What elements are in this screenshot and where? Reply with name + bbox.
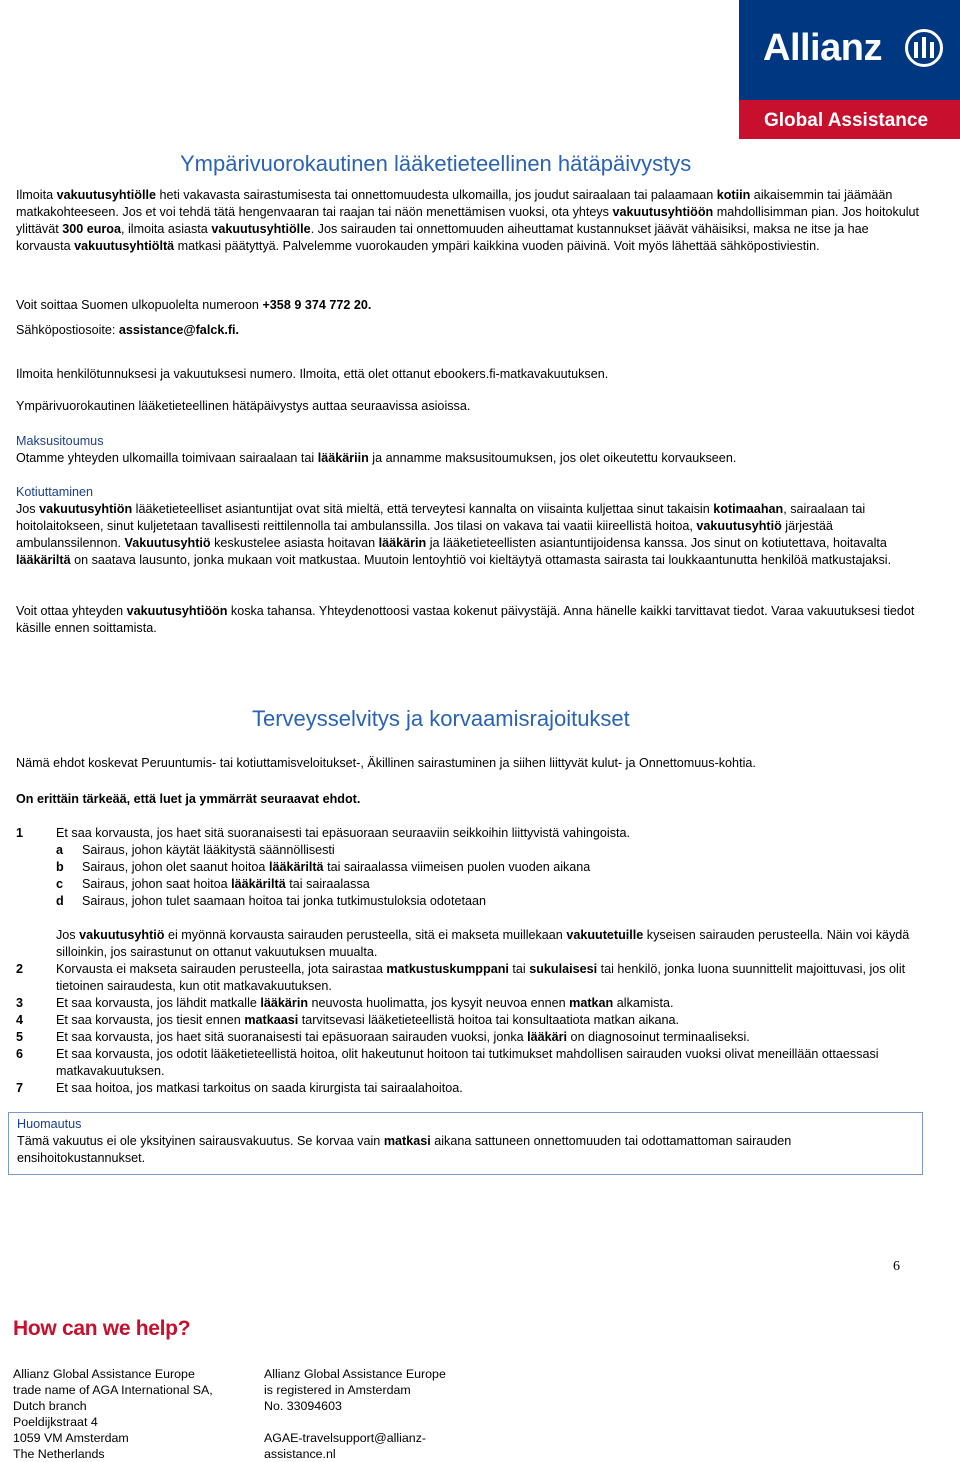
phone-line (16, 297, 921, 314)
logo-subbrand-text: Global Assistance (764, 110, 929, 131)
text-run: järjestää ambulanssilennon. (16, 519, 833, 550)
sub-item-text (82, 893, 486, 910)
bold-term: +358 9 374 772 20. (262, 298, 372, 312)
list-item-number: 7 (16, 1081, 24, 1095)
sub-item-letter: c (56, 877, 64, 891)
bold-term: sukulaisesi (529, 962, 598, 976)
text-run: neuvosta huolimatta, jos kysyit neuvoa ennen (308, 996, 570, 1010)
bold-term: matkustuskumppani (386, 962, 509, 976)
text-run: matkasi päätyttyä. Palvelemme vuorokauden ympäri kaikkina vuoden päivinä. Voit myös lähettää sähköpostiviestin. (174, 239, 820, 253)
bold-term: vakuutusyhtiö (696, 519, 782, 533)
logo-brand-text: Allianz (763, 27, 882, 69)
text-run: Ilmoita (16, 188, 57, 202)
important-line: On erittäin tärkeää, että luet ja ymmärrät seuraavat ehdot. (16, 792, 361, 806)
text-run: Jos (16, 502, 40, 516)
text-run: tai sairaalassa viimeisen puolen vuoden aikana (323, 860, 591, 874)
maksusitoumus-heading: Maksusitoumus (16, 434, 104, 448)
footer-email-link-cont[interactable]: assistance.nl (264, 1447, 336, 1461)
footer-left-line: Dutch branch (13, 1399, 87, 1413)
footer-right-line: is registered in Amsterdam (264, 1383, 411, 1397)
note-heading: Huomautus (17, 1117, 82, 1131)
text-run: Otamme yhteyden ulkomailla toimivaan sairaalaan tai (16, 451, 318, 465)
text-run: Sairaus, johon olet saanut hoitoa (82, 860, 269, 874)
list-item-text (56, 1029, 916, 1046)
sub-item-text (82, 842, 335, 859)
list-item-text: Et saa korvausta, jos haet sitä suoranaisesti tai epäsuoraan seuraaviin seikkoihin liittyvistä vahingoista. (56, 826, 631, 840)
text-run: Sähköpostiosoite: (16, 323, 119, 337)
text-run: Sairaus, johon saat hoitoa (82, 877, 232, 891)
text-run: , ilmoita asiasta (121, 222, 212, 236)
bold-term: kotimaahan (713, 502, 784, 516)
page-number: 6 (893, 1259, 900, 1274)
section-title-emergency: Ympärivuorokautinen lääketieteellinen hätäpäivystys (180, 151, 692, 176)
text-run: Voit soittaa Suomen ulkopuolelta numeroon (16, 298, 263, 312)
sub-item-letter: b (56, 860, 64, 874)
bold-term: Vakuutusyhtiö (124, 536, 211, 550)
note-box (8, 1112, 923, 1175)
allianz-eagle-icon (904, 28, 944, 68)
text-run: mahdollisimman pian. Jos hoitokulut ylittävät (16, 205, 920, 236)
footer-left-line: Poeldijkstraat 4 (13, 1415, 98, 1429)
footer-left-line: Allianz Global Assistance Europe (13, 1367, 195, 1381)
health-intro: Nämä ehdot koskevat Peruuntumis- tai kotiuttamisveloitukset-, Äkillinen sairastuminen ja siihen liittyvät kulut- ja Onnettomuus-kohtia. (16, 756, 756, 770)
bold-term: lääkäriltä (268, 860, 324, 874)
text-run: Et saa korvausta, jos odotit lääketieteellistä hoitoa, olit hakeutunut hoitoon tai tutkimukset mahdollisen sairauden vuoksi olivat meneillään ottaessasi matkavakuutuksen. (56, 1047, 879, 1078)
text-run: keskustelee asiasta hoitavan (210, 536, 379, 550)
bold-term: vakuutetuille (566, 928, 644, 942)
list-item-text (56, 1046, 916, 1080)
text-run: tai henkilö, jonka luona suunnittelit majoittuvasi, jos olit tietoinen sairaudesta, kun otit matkavakuutuksen. (56, 962, 906, 993)
footer-right-line: No. 33094603 (264, 1399, 342, 1413)
bold-term: vakuutusyhtiölle (211, 222, 311, 236)
text-run: heti vakavasta sairastumisesta tai onnettomuudesta ulkomailla, jos joudut sairaalaan tai palaamaan (155, 188, 717, 202)
list-item-number: 2 (16, 962, 24, 976)
text-run: Et saa korvausta, jos tiesit ennen (56, 1013, 245, 1027)
bold-term: vakuutusyhtiölle (56, 188, 156, 202)
bold-term: matkaasi (244, 1013, 299, 1027)
footer-right-line: Allianz Global Assistance Europe (264, 1367, 446, 1381)
list-item-number: 5 (16, 1030, 24, 1044)
list-item-number: 3 (16, 996, 24, 1010)
text-run: aikaisemmin tai jäämään matkakohteeseen. Jos et voi tehdä tätä hengenvaaran tai raajan tai näön menettämisen vuoksi, ota yhteys (16, 188, 893, 219)
section-title-health: Terveysselvitys ja korvaamisrajoitukset (252, 706, 630, 731)
text-run: kyseisen sairauden perusteella. Näin voi käydä silloinkin, jos sairastunut on ottanut vakuutuksen muualta. (56, 928, 910, 959)
list-item-text (56, 961, 916, 995)
helps-line: Ympärivuorokautinen lääketieteellinen hätäpäivystys auttaa seuraavissa asioissa. (16, 399, 471, 413)
bold-term: lääkärin (260, 996, 309, 1010)
footer-right-line (264, 1414, 446, 1430)
footer-left-line: The Netherlands (13, 1447, 105, 1461)
list-item-text (56, 995, 916, 1012)
footer-right (264, 1366, 446, 1462)
list-item-number: 6 (16, 1047, 24, 1061)
kotiuttaminen-heading: Kotiuttaminen (16, 485, 94, 499)
kotiuttaminen-text (16, 501, 921, 569)
footer-email-link[interactable]: AGAE-travelsupport@allianz- (264, 1431, 427, 1445)
sub-item-letter: a (56, 843, 64, 857)
bold-term: lääkäriltä (16, 553, 71, 567)
text-run: ja lääketieteellisten asiantuntijoidensa kanssa. Jos sinut on kotiutettava, hoitavalta (426, 536, 887, 550)
text-run: on diagnosoinut terminaaliseksi. (567, 1030, 750, 1044)
how-can-we-help-link[interactable]: How can we help? (13, 1317, 191, 1340)
bold-term: vakuutusyhtiön (39, 502, 133, 516)
maksusitoumus-text (16, 450, 921, 467)
text-run: , sairaalaan tai hoitolaitokseen, sinut kuljetetaan tavallisesti reittilennolla tai ambulanssilla. Jos tilasi on vakava tai vaatii kiireellistä hoitoa, (16, 502, 866, 533)
sub-item-text (82, 859, 590, 876)
note-text (17, 1133, 914, 1167)
bold-term: lääkäriin (317, 451, 369, 465)
bold-term: vakuutusyhtiöön (612, 205, 714, 219)
notify-line: Ilmoita henkilötunnuksesi ja vakuutuksesi numero. Ilmoita, että olet ottanut ebookers.fi-matkavakuutuksen. (16, 367, 609, 381)
bold-term: vakuutusyhtiöön (126, 604, 228, 618)
text-run: Et saa korvausta, jos haet sitä suoranaisesti tai epäsuoraan sairauden vuoksi, jonka (56, 1030, 528, 1044)
sub-item-text (82, 876, 370, 893)
text-run: tarvitsevasi lääketieteellistä hoitoa tai konsultaatiota matkan aikana. (298, 1013, 680, 1027)
footer-left-line: 1059 VM Amsterdam (13, 1431, 129, 1445)
text-run: . Jos sairauden tai onnettomuuden aiheuttamat kustannukset jäävät vähäisiksi, maksa ne itse ja hae korvausta (16, 222, 869, 253)
text-run: on saatava lausunto, jonka mukaan voit matkustaa. Muutoin lentoyhtiö voi kieltäytyä ottamasta sairasta tai loukkaantunutta henkilöä matkustajaksi. (70, 553, 892, 567)
text-run: koska tahansa. Yhteydenottoosi vastaa kokenut päivystäjä. Anna hänelle kaikki tarvittavat tiedot. Varaa vakuutuksesi tiedot käsille ennen soittamista. (16, 604, 915, 635)
text-run: Sairaus, johon käytät lääkitystä säännöllisesti (82, 843, 335, 857)
text-run: Voit ottaa yhteyden (16, 604, 127, 618)
bold-term: vakuutusyhtiö (79, 928, 165, 942)
text-run: Korvausta ei makseta sairauden perusteella, jota sairastaa (56, 962, 387, 976)
text-run: Tämä vakuutus ei ole yksityinen sairausvakuutus. Se korvaa vain (17, 1134, 384, 1148)
bold-term: matkan (569, 996, 614, 1010)
email-line (16, 322, 921, 339)
text-run: Et saa korvausta, jos lähdit matkalle (56, 996, 261, 1010)
text-run: Sairaus, johon tulet saamaan hoitoa tai jonka tutkimustuloksia odotetaan (82, 894, 486, 908)
bold-term: lääkäri (527, 1030, 568, 1044)
allianz-logo (739, 0, 960, 139)
bold-term: lääkärin (378, 536, 427, 550)
list-item-text (56, 1012, 916, 1029)
text-run: Jos (56, 928, 80, 942)
bold-term: assistance@falck.fi. (118, 323, 240, 337)
list-item-number: 4 (16, 1013, 24, 1027)
footer-left-line: trade name of AGA International SA, (13, 1383, 213, 1397)
text-run: aikana sattuneen onnettomuuden tai odottamattoman sairauden ensihoitokustannukset. (17, 1134, 792, 1165)
emergency-intro-paragraph (16, 187, 921, 255)
list-item-text (56, 1080, 916, 1097)
sub-item-letter: d (56, 894, 64, 908)
text-run: tai (508, 962, 530, 976)
bold-term: matkasi (383, 1134, 431, 1148)
item1-note (56, 927, 916, 961)
bold-term: vakuutusyhtiöltä (74, 239, 175, 253)
list-item-number: 1 (16, 826, 24, 840)
text-run: ei myönnä korvausta sairauden perusteella, sitä ei makseta muillekaan (164, 928, 567, 942)
bold-term: lääkäriltä (231, 877, 286, 891)
footer-left (13, 1366, 213, 1462)
text-run: alkamista. (613, 996, 674, 1010)
bold-term: kotiin (716, 188, 751, 202)
text-run: lääketieteelliset asiantuntijat ovat sitä mieltä, että terveytesi kannalta on viisainta kuljettaa sinut takaisin (132, 502, 714, 516)
text-run: Et saa hoitoa, jos matkasi tarkoitus on saada kirurgista tai sairaalahoitoa. (56, 1081, 463, 1095)
bold-term: 300 euroa (62, 222, 122, 236)
text-run: tai sairaalassa (285, 877, 370, 891)
text-run: ja annamme maksusitoumuksen, jos olet oikeutettu korvaukseen. (368, 451, 737, 465)
contact-paragraph (16, 603, 921, 637)
